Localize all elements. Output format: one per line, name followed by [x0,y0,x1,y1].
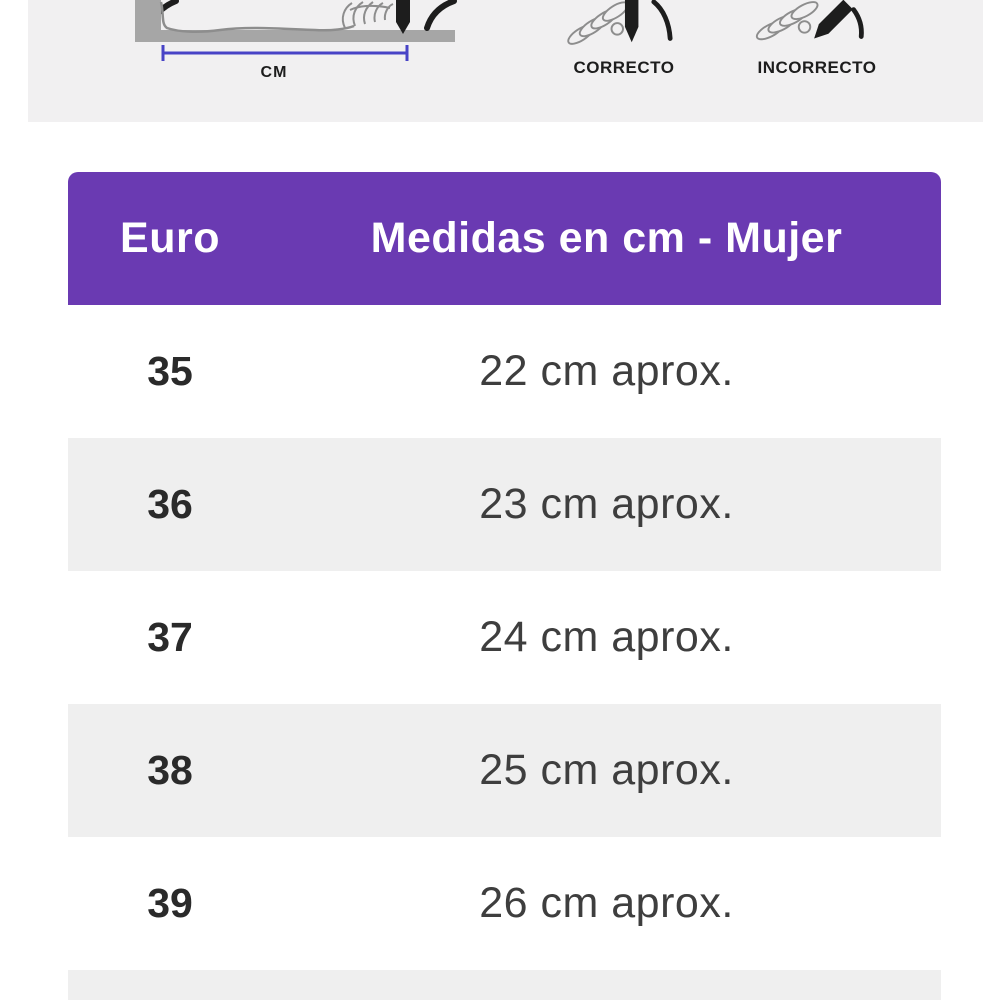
correct-label: CORRECTO [573,58,675,77]
incorrect-pencil-demo [752,0,882,78]
header-euro-column: Euro [120,214,220,262]
table-row [68,438,941,571]
size-cell: 37 [147,614,193,660]
measure-cell: 23 cm aprox. [479,480,734,528]
incorrect-grip-icon [752,0,882,50]
pencil-icon [625,0,638,42]
size-cell: 38 [147,747,193,793]
cm-dimension-label: CM [260,64,288,81]
measurement-guide-panel [28,0,983,122]
size-cell: 36 [147,481,193,527]
foot-measurement-illustration [60,0,460,85]
table-header-row [68,172,941,305]
table-row [68,837,941,970]
size-cell: 39 [147,880,193,926]
header-measure-column: Medidas en cm - Mujer [370,214,843,262]
measure-cell: 22 cm aprox. [479,347,734,395]
measure-cell: 26 cm aprox. [479,879,734,927]
correct-grip-icon [559,0,689,50]
women-size-table [68,172,941,1000]
next-row-partial [68,970,941,1000]
measure-cell: 25 cm aprox. [479,746,734,794]
incorrect-label: INCORRECTO [757,58,877,77]
table-row [68,305,941,438]
correct-pencil-demo [559,0,689,78]
foot-measurement-icon [60,0,460,85]
table-row [68,571,941,704]
table-row [68,704,941,837]
size-cell: 35 [147,348,193,394]
measure-cell: 24 cm aprox. [479,613,734,661]
table-body [68,305,941,970]
pencil-icon [396,0,410,34]
